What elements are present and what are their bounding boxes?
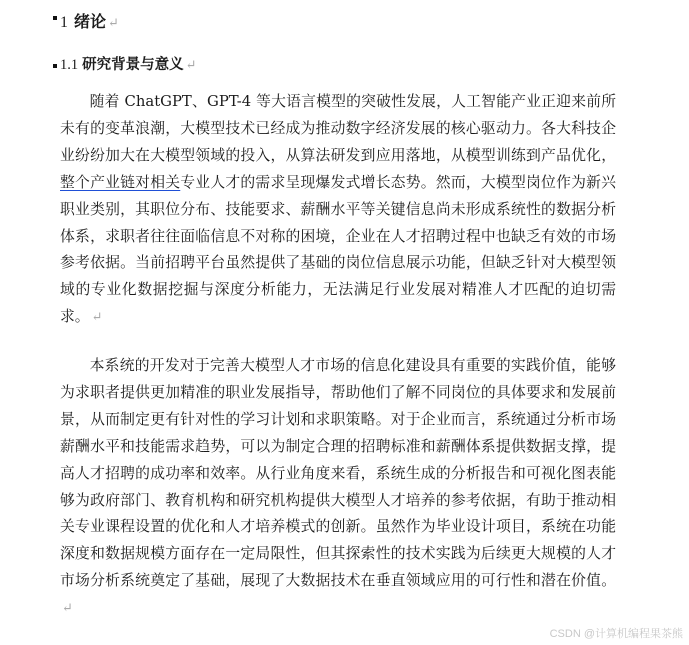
heading1-title: 绪论 [74, 12, 107, 31]
heading2-title: 研究背景与意义 [82, 56, 184, 73]
paragraph-mark-icon: ↵ [185, 58, 197, 73]
csdn-watermark: CSDN @计算机编程果茶熊 [549, 628, 683, 640]
heading2-list-marker [53, 64, 57, 68]
paragraph-mark-icon: ↵ [91, 310, 103, 326]
heading1 [60, 9, 119, 32]
paragraph-research-background [60, 89, 616, 332]
paragraph-system-significance [60, 353, 616, 623]
heading2-number: 1.1 [60, 57, 79, 73]
heading1-number: 1 [60, 14, 68, 31]
heading1-list-marker [53, 16, 57, 20]
heading2 [60, 53, 197, 74]
paragraph-mark-icon: ↵ [108, 16, 119, 31]
paragraph1-text-before: 随着 ChatGPT、GPT-4 等大语言模型的突破性发展，人工智能产业正迎来前所未有的变革浪潮，大模型技术已经成为推动数字经济发展的核心驱动力。各大科技企业纷纷加大在大模型领域的投入，从算法研发到应用落地，从模型训练到产品优化， [60, 93, 616, 164]
underlined-phrase: 整个产业链对相关 [60, 173, 181, 191]
paragraph2-text: 本系统的开发对于完善大模型人才市场的信息化建设具有重要的实践价值，能够为求职者提供更加精准的职业发展指导，帮助他们了解不同岗位的具体要求和发展前景，从而制定更有针对性的学习计划和求职策略。对于企业而言，系统通过分析市场薪酬水平和技能需求趋势，可以为制定合理的招聘标准和薪酬体系提供数据支撑，提高人才招聘的成功率和效率。从行业角度来看，系统生成的分析报告和可视化图表能够为政府部门、教育机构和研究机构提供大模型人才培养的参考依据，有助于推动相关专业课程设置的优化和人才培养模式的创新。虽然作为毕业设计项目，系统在功能深度和数据规模方面存在一定局限性，但其探索性的技术实践为后续更大规模的人才市场分析系统奠定了基础，展现了大数据技术在垂直领域应用的可行性和潜在价值。 [60, 357, 616, 590]
paragraph-mark-icon: ↵ [62, 601, 73, 617]
paragraph1-text-after: 专业人才的需求呈现爆发式增长态势。然而，大模型岗位作为新兴职业类别，其职位分布、技能要求、薪酬水平等关键信息尚未形成系统性的数据分析体系，求职者往往面临信息不对称的困境，企业在人才招聘过程中也缺乏有效的市场参考依据。当前招聘平台虽然提供了基础的岗位信息展示功能，但缺乏针对大模型领域的专业化数据挖掘与深度分析能力，无法满足行业发展对精准人才匹配的迫切需求。 [60, 173, 616, 326]
